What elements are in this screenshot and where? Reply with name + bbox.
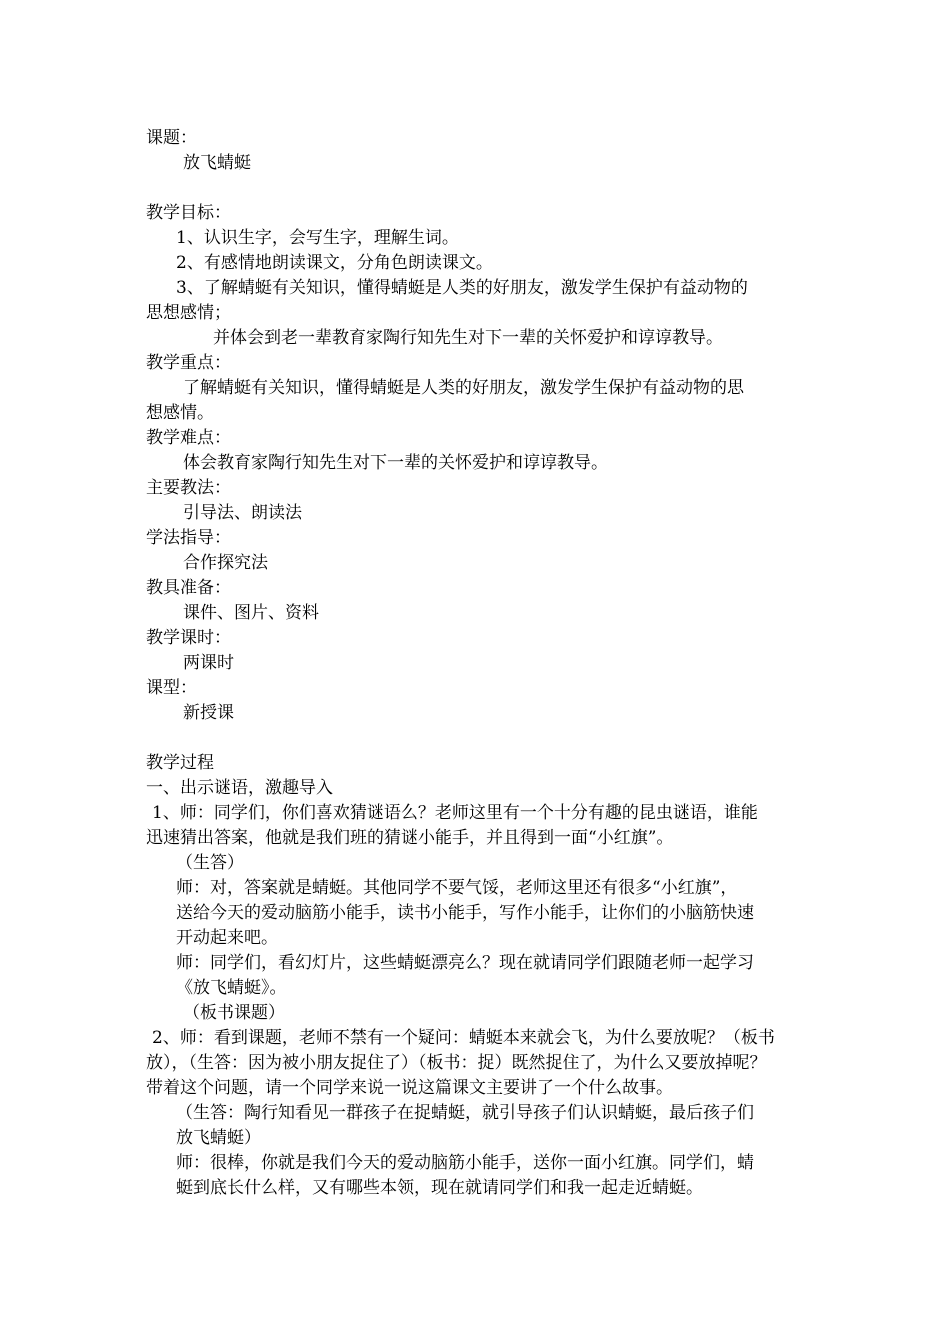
method-label: 主要教法： (146, 478, 231, 498)
key-points-label: 教学重点： (146, 353, 231, 373)
difficulty-label: 教学难点： (146, 428, 231, 448)
time-text: 两课时 (183, 653, 234, 673)
goals-label: 教学目标： (146, 203, 231, 223)
type-label: 课型： (146, 678, 197, 698)
method-text: 引导法、朗读法 (183, 503, 302, 523)
study-text: 合作探究法 (183, 553, 268, 573)
study-label: 学法指导： (146, 528, 231, 548)
paragraph-8-line-2: 蜓到底长什么样，又有哪些本领，现在就请同学们和我一起走近蜻蜓。 (176, 1178, 703, 1198)
paragraph-7-line-1: （生答：陶行知看见一群孩子在捉蜻蜓，就引导孩子们认识蜻蜓，最后孩子们 (176, 1103, 754, 1123)
difficulty-text: 体会教育家陶行知先生对下一辈的关怀爱护和谆谆教导。 (183, 453, 608, 473)
goal-2: 2、有感情地朗读课文，分角色朗读课文。 (176, 253, 493, 273)
goal-3-line-3: 并体会到老一辈教育家陶行知先生对下一辈的关怀爱护和谆谆教导。 (213, 328, 723, 348)
time-label: 教学课时： (146, 628, 231, 648)
paragraph-1-line-2: 迅速猜出答案，他就是我们班的猜谜小能手，并且得到一面“小红旗”。 (146, 828, 674, 848)
tools-label: 教具准备： (146, 578, 231, 598)
key-points-line-1: 了解蜻蜓有关知识，懂得蜻蜓是人类的好朋友，激发学生保护有益动物的思 (183, 378, 744, 398)
paragraph-7-line-2: 放飞蜻蜓） (176, 1128, 261, 1148)
type-text: 新授课 (183, 703, 234, 723)
goal-3-line-1: 3、了解蜻蜓有关知识，懂得蜻蜓是人类的好朋友，激发学生保护有益动物的 (176, 278, 748, 298)
paragraph-2: （生答） (176, 853, 244, 873)
paragraph-5: （板书课题） (183, 1003, 285, 1023)
paragraph-3-line-2: 送给今天的爱动脑筋小能手，读书小能手，写作小能手，让你们的小脑筋快速 (176, 903, 754, 923)
tools-text: 课件、图片、资料 (183, 603, 319, 623)
key-points-line-2: 想感情。 (146, 403, 214, 423)
paragraph-6-line-1: 2、师：看到课题，老师不禁有一个疑问：蜻蜓本来就会飞，为什么要放呢？（板书 (152, 1028, 775, 1048)
goal-3-line-2: 思想感情； (146, 303, 231, 323)
paragraph-3-line-1: 师：对，答案就是蜻蜓。其他同学不要气馁，老师这里还有很多“小红旗”， (176, 878, 738, 898)
paragraph-6-line-2: 放），（生答：因为被小朋友捉住了）（板书：捉）既然捉住了，为什么又要放掉呢？ (146, 1053, 767, 1073)
topic-label: 课题： (146, 128, 197, 148)
paragraph-6-line-3: 带着这个问题，请一个同学来说一说这篇课文主要讲了一个什么故事。 (146, 1078, 673, 1098)
goal-1: 1、认识生字，会写生字，理解生词。 (176, 228, 459, 248)
paragraph-1-line-1: 1、师：同学们，你们喜欢猜谜语么？老师这里有一个十分有趣的昆虫谜语，谁能 (152, 803, 758, 823)
paragraph-3-line-3: 开动起来吧。 (176, 928, 278, 948)
topic-text: 放飞蜻蜓 (183, 153, 251, 173)
process-label: 教学过程 (146, 753, 214, 773)
paragraph-8-line-1: 师：很棒，你就是我们今天的爱动脑筋小能手，送你一面小红旗。同学们，蜻 (176, 1153, 754, 1173)
step-1-title: 一、出示谜语，激趣导入 (146, 778, 333, 798)
paragraph-4-line-2: 《放飞蜻蜓》。 (176, 978, 287, 998)
paragraph-4-line-1: 师：同学们，看幻灯片，这些蜻蜓漂亮么？现在就请同学们跟随老师一起学习 (176, 953, 754, 973)
